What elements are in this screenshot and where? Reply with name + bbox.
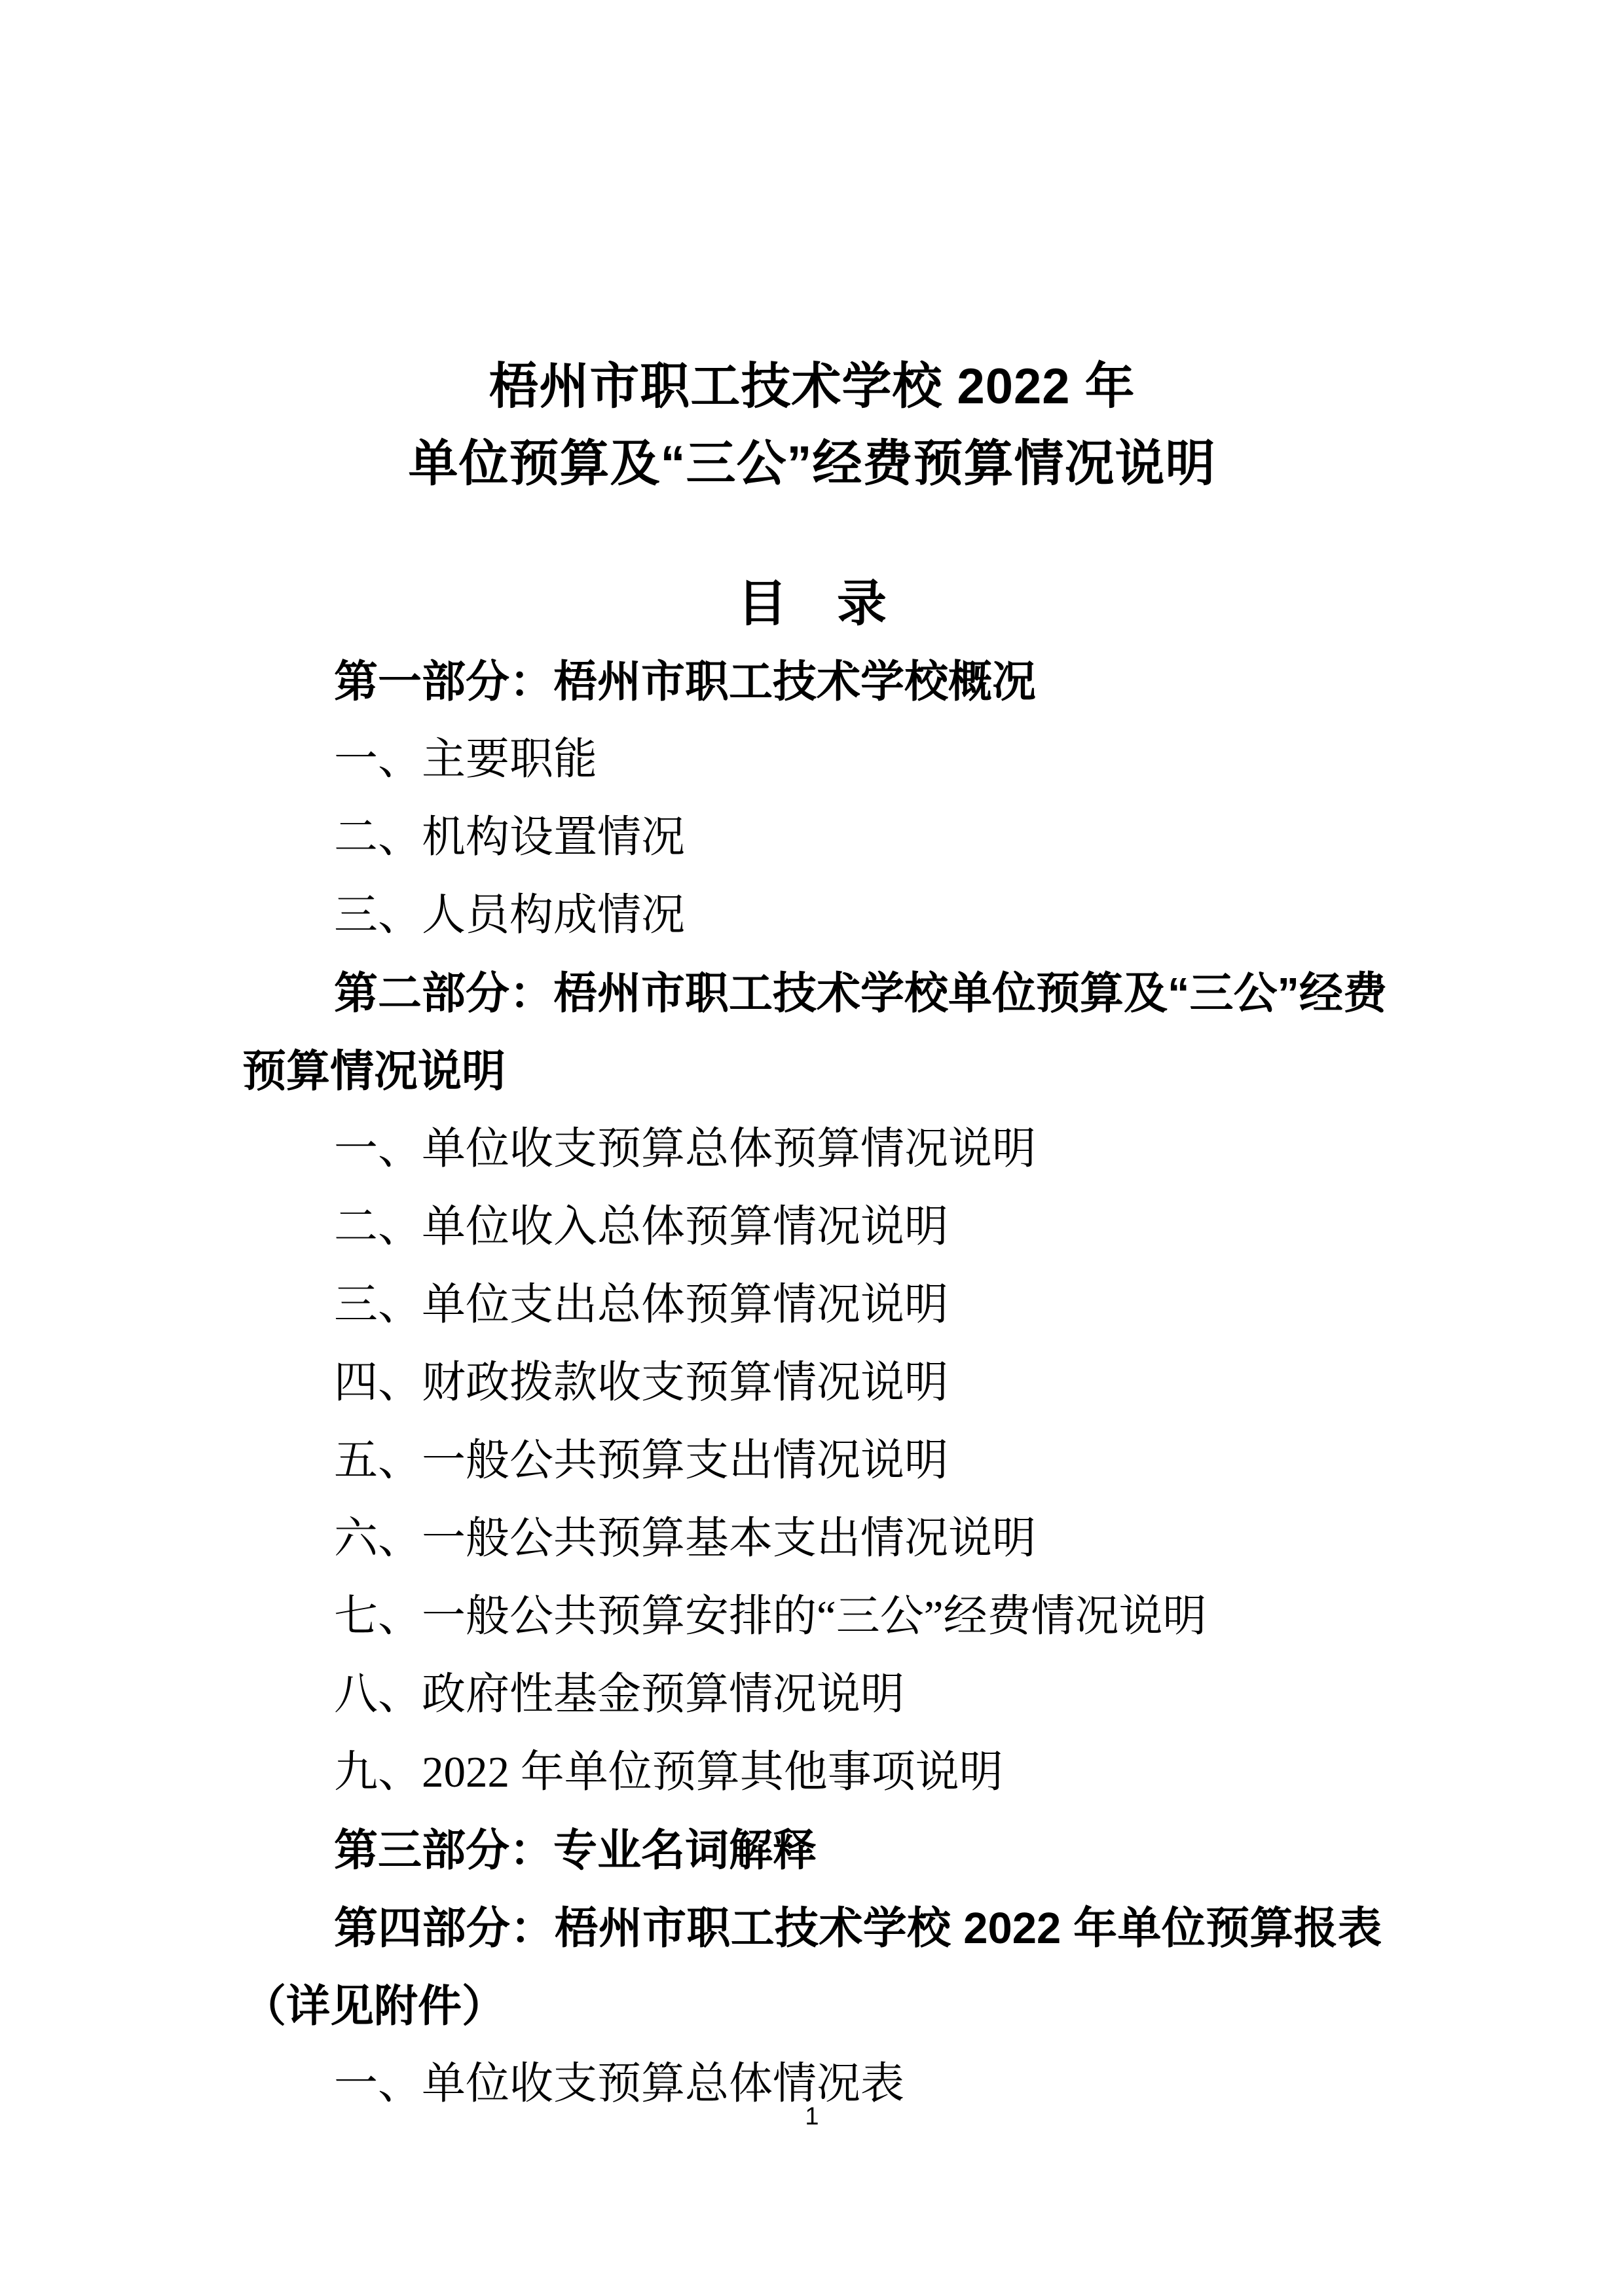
document-title-line-1: 梧州市职工技术学校 2022 年 <box>489 359 1135 414</box>
toc-item: 三、人员构成情况 <box>334 891 685 939</box>
toc-item: 九、2022 年单位预算其他事项说明 <box>334 1748 1003 1796</box>
toc-section-heading: 第四部分：梧州市职工技术学校 2022 年单位预算报表 <box>334 1904 1382 1953</box>
toc-item: 一、单位收支预算总体情况表 <box>334 2060 904 2108</box>
toc-heading: 目 录 <box>737 576 887 632</box>
toc-item: 二、单位收入总体预算情况说明 <box>334 1203 948 1251</box>
toc-section-heading: 第三部分：专业名词解释 <box>334 1826 817 1875</box>
document-title <box>242 348 1382 503</box>
toc-section-heading: 预算情况说明 <box>242 1047 506 1096</box>
toc-section-heading: 第二部分：梧州市职工技术学校单位预算及“三公”经费 <box>334 969 1387 1018</box>
toc-section-heading: （详见附件） <box>242 1982 506 2031</box>
toc-item: 一、单位收支预算总体预算情况说明 <box>334 1125 1036 1173</box>
page-content <box>242 348 1387 2123</box>
toc-item: 二、机构设置情况 <box>334 813 685 862</box>
document-title-line-2: 单位预算及“三公”经费预算情况说明 <box>408 436 1216 492</box>
toc-item: 三、单位支出总体预算情况说明 <box>334 1281 948 1329</box>
toc-section-heading: 第一部分：梧州市职工技术学校概况 <box>334 657 1036 706</box>
toc-item: 五、一般公共预算支出情况说明 <box>334 1436 948 1485</box>
page-number: 1 <box>805 2103 819 2130</box>
toc-list <box>242 643 1387 2123</box>
toc-item: 六、一般公共预算基本支出情况说明 <box>334 1514 1036 1563</box>
toc-item: 八、政府性基金预算情况说明 <box>334 1670 904 1719</box>
toc-item: 七、一般公共预算安排的“三公”经费情况说明 <box>334 1592 1207 1641</box>
toc-item: 一、主要职能 <box>334 735 597 784</box>
toc-item: 四、财政拨款收支预算情况说明 <box>334 1358 948 1407</box>
